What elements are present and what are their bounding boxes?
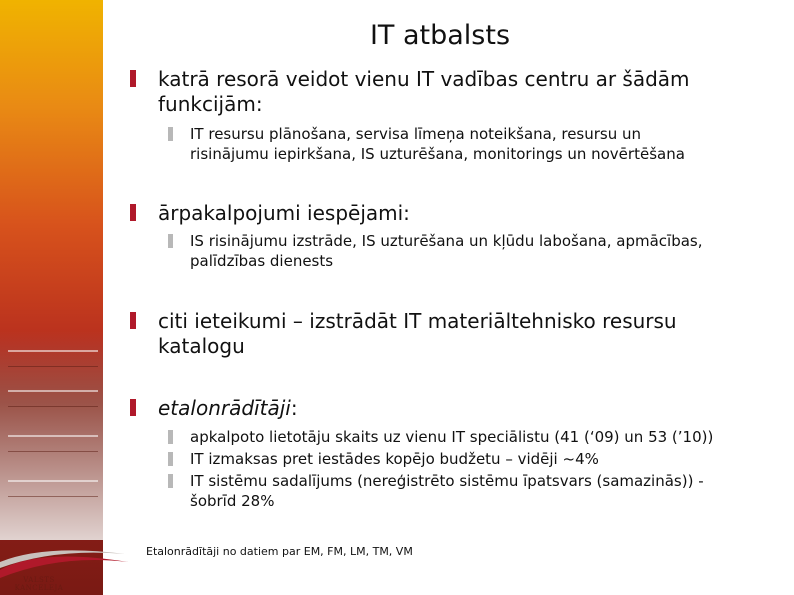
bullet-text-suffix: : — [290, 396, 298, 420]
footnote: Etalonrādītāji no datiem par EM, FM, LM, TM, VM — [146, 545, 413, 558]
bullet-marker — [130, 312, 136, 329]
sub-bullet-text: IS risinājumu izstrāde, IS uzturēšana un kļūdu labošana, apmācības, — [190, 232, 703, 250]
sub-bullet-text: IT sistēmu sadalījums (nereģistrēto sistēmu īpatsvars (samazinās)) - — [190, 472, 704, 490]
logo-text-line1: VALSTS — [23, 576, 55, 584]
roof-line — [8, 390, 98, 407]
sub-bullet-marker — [168, 452, 173, 466]
roof-line — [8, 350, 98, 367]
sub-bullet-text: palīdzības dienests — [190, 252, 334, 270]
roof-line — [8, 435, 98, 452]
logo-text — [4, 576, 74, 592]
bullet-text: ārpakalpojumi iespējami: — [158, 201, 410, 225]
sub-bullet-marker — [168, 474, 173, 488]
bullet-marker — [130, 204, 136, 221]
roof-line — [8, 480, 98, 497]
sub-bullet-marker — [168, 430, 173, 444]
sub-bullet-text: apkalpoto lietotāju skaits uz vienu IT speciālistu (41 (‘09) un 53 (’10)) — [190, 428, 714, 446]
slide-title: IT atbalsts — [369, 20, 511, 51]
sub-bullet-marker — [168, 234, 173, 248]
bullet-text — [158, 396, 298, 421]
bullet-text: funkcijām: — [158, 92, 263, 116]
logo-swoosh-icon — [0, 540, 130, 580]
bullet-text: katrā resorā veidot vienu IT vadības centru ar šādām — [158, 67, 690, 91]
bullet-marker — [130, 399, 136, 416]
sub-bullet-text: risinājumu iepirkšana, IS uzturēšana, monitorings un novērtēšana — [190, 145, 685, 163]
sub-bullet-marker — [168, 127, 173, 141]
sub-bullet-text: šobrīd 28% — [190, 492, 275, 510]
decorative-sidebar — [0, 0, 103, 595]
building-photo — [0, 330, 103, 540]
bullet-text-italic: etalonrādītāji — [158, 396, 291, 420]
bullet-text: katalogu — [158, 334, 245, 358]
logo-text-line2: KANCELEJA — [14, 584, 64, 592]
sub-bullet-text: IT resursu plānošana, servisa līmeņa noteikšana, resursu un — [190, 125, 642, 143]
bullet-text: citi ieteikumi – izstrādāt IT materiāltehnisko resursu — [158, 309, 677, 333]
bullet-marker — [130, 70, 136, 87]
valsts-kanceleja-logo — [0, 540, 130, 595]
sub-bullet-text: IT izmaksas pret iestādes kopējo budžetu – vidēji ~4% — [190, 450, 599, 468]
